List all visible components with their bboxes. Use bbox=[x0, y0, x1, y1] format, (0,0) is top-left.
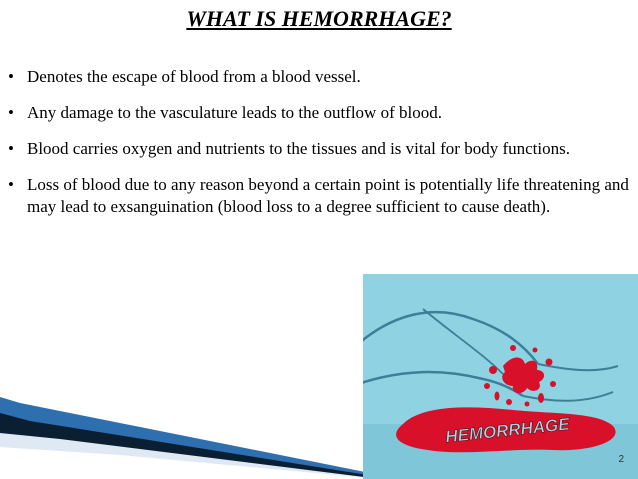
bullet-text: Any damage to the vasculature leads to the outflow of blood. bbox=[27, 103, 442, 122]
slide-title: WHAT IS HEMORRHAGE? bbox=[186, 6, 452, 31]
bullet-text: Blood carries oxygen and nutrients to the tissues and is vital for body functions. bbox=[27, 139, 570, 158]
bullet-item bbox=[8, 66, 633, 88]
bullet-marker: • bbox=[8, 175, 14, 194]
page-number: 2 bbox=[618, 454, 624, 465]
bullet-item bbox=[8, 138, 633, 160]
hemorrhage-illustration bbox=[363, 274, 638, 479]
decorative-swoosh bbox=[0, 389, 380, 479]
bullet-item bbox=[8, 102, 633, 124]
bullet-list bbox=[8, 66, 633, 232]
bullet-marker: • bbox=[8, 139, 14, 158]
bullet-text: Denotes the escape of blood from a blood vessel. bbox=[27, 67, 361, 86]
bullet-marker: • bbox=[8, 67, 14, 86]
hemorrhage-label: HEMORRHAGE bbox=[444, 414, 571, 447]
bullet-text: Loss of blood due to any reason beyond a certain point is potentially life threatening and may lead to exsanguination (blood loss to a degree sufficient to cause death). bbox=[27, 175, 629, 216]
bullet-item bbox=[8, 174, 633, 218]
bullet-marker: • bbox=[8, 103, 14, 122]
